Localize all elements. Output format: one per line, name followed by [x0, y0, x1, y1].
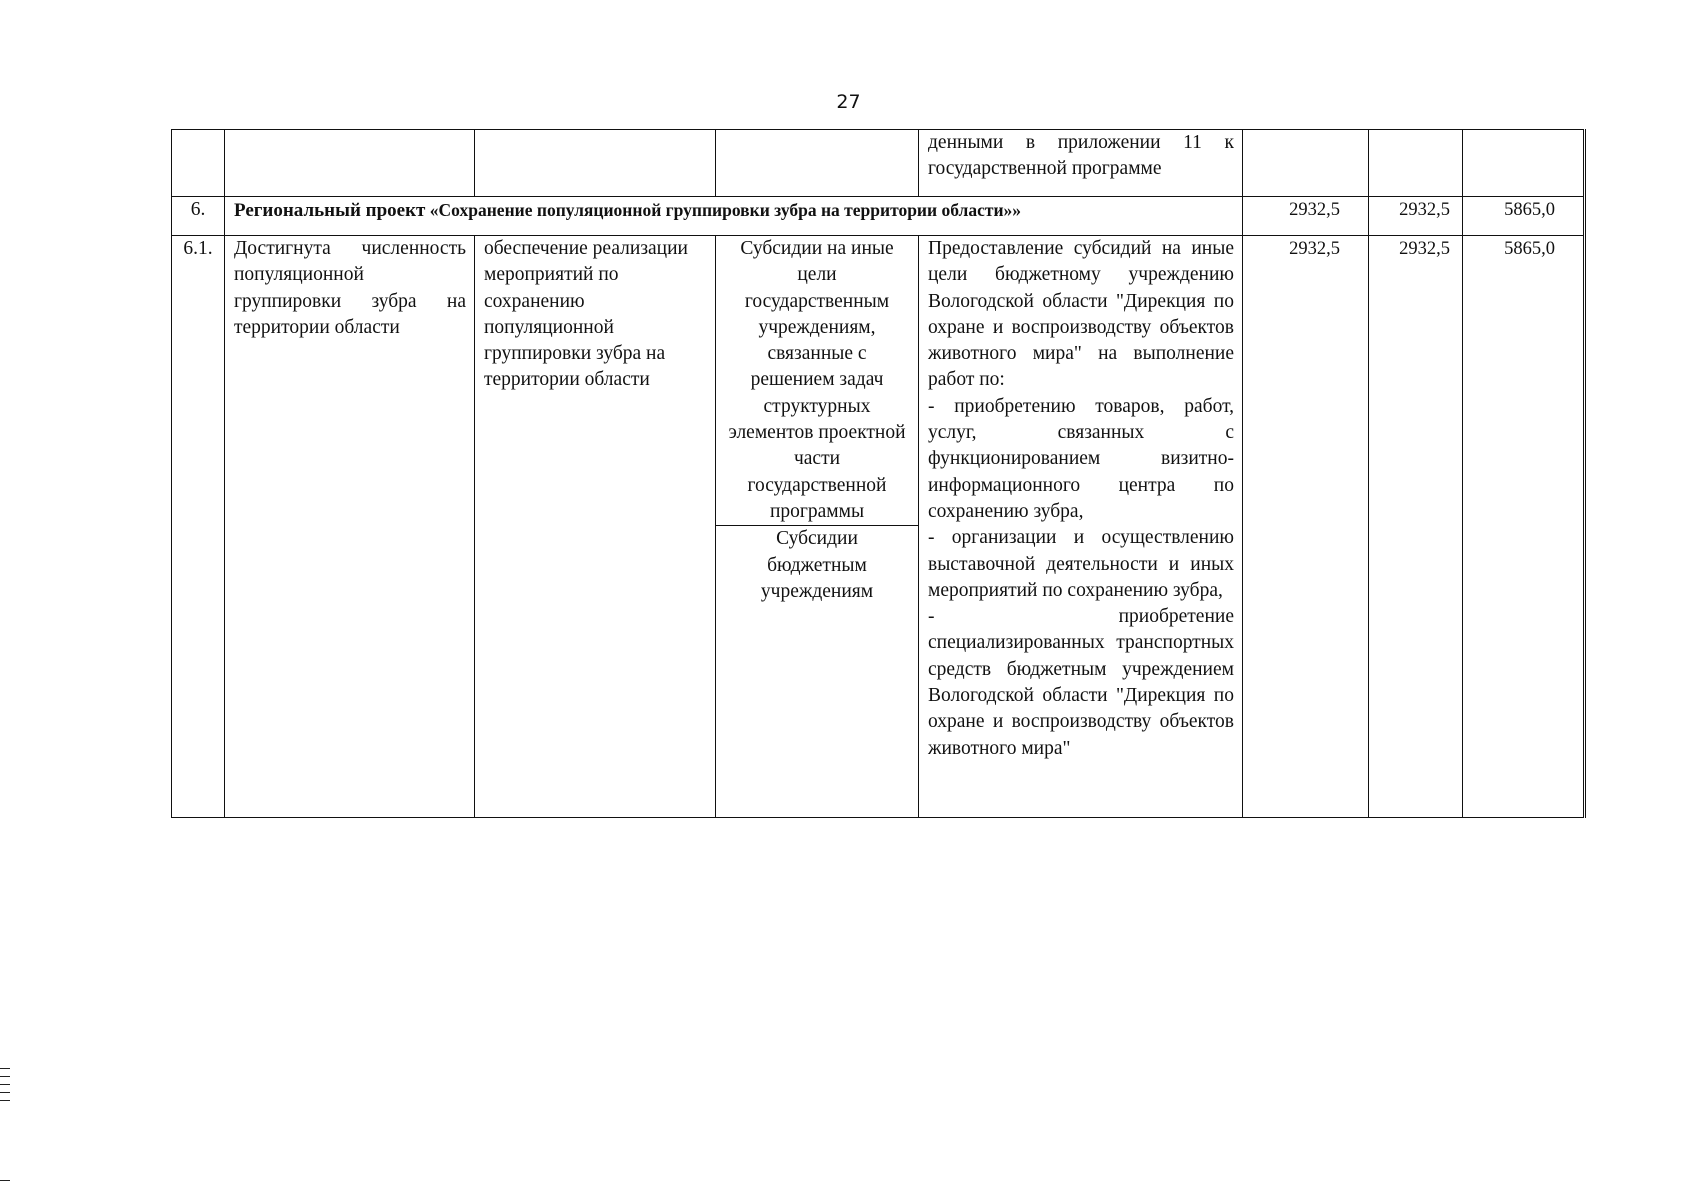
cell-value-2: [1369, 130, 1463, 197]
cell-value-1: [1243, 130, 1369, 197]
cell-task: [475, 130, 716, 197]
source-block-1: Субсидии на иные цели государственным учреждениям, связанные с решением задач структурных элементов проектной части государственной программы: [728, 238, 906, 522]
margin-scan-marks: [0, 1068, 10, 1108]
item-value-2: 2932,5: [1369, 236, 1463, 818]
cell-result: [225, 130, 475, 197]
section-value-1: 2932,5: [1243, 197, 1369, 236]
section-number: 6.: [172, 197, 225, 236]
section-title: [225, 197, 1243, 236]
description-item-2: - организации и осуществлению выставочной деятельности и иных мероприятий по сохранению зубра,: [928, 527, 1234, 601]
item-row: [172, 236, 1585, 818]
item-value-3: 5865,0: [1463, 236, 1585, 818]
item-sources: [716, 236, 919, 818]
section-title-rest: «Сохранение популяционной группировки зубра на территории области»»: [425, 200, 1022, 220]
section-value-2: 2932,5: [1369, 197, 1463, 236]
source-block-2: Субсидии бюджетным учреждениям: [716, 525, 918, 605]
section-title-lead: Региональный проект: [234, 200, 426, 221]
description-item-3: - приобретение специализированных транспортных средств бюджетным учреждением Вологодской области "Дирекция по охране и воспроизводству объектов животного мира": [928, 606, 1234, 759]
cell-number: [172, 130, 225, 197]
margin-dash-mark: [0, 1180, 10, 1181]
item-number: 6.1.: [172, 236, 225, 818]
item-value-1: 2932,5: [1243, 236, 1369, 818]
cell-description: денными в приложении 11 к государственной программе: [919, 130, 1243, 197]
section-row: [172, 197, 1585, 236]
item-description: [919, 236, 1243, 818]
continuation-row: [172, 130, 1585, 197]
cell-value-3: [1463, 130, 1585, 197]
description-intro: Предоставление субсидий на иные цели бюджетному учреждению Вологодской области "Дирекция по охране и воспроизводству объектов животного мира" на выполнение работ по:: [928, 238, 1234, 391]
program-table: [171, 129, 1586, 818]
page-number: 27: [836, 91, 861, 113]
section-value-3: 5865,0: [1463, 197, 1585, 236]
description-item-1: - приобретению товаров, работ, услуг, связанных с функционированием визитно-информационного центра по сохранению зубра,: [928, 395, 1234, 522]
cell-source: [716, 130, 919, 197]
item-task: обеспечение реализации мероприятий по сохранению популяционной группировки зубра на территории области: [475, 236, 716, 818]
item-result: Достигнута численность популяционной группировки зубра на территории области: [225, 236, 475, 818]
